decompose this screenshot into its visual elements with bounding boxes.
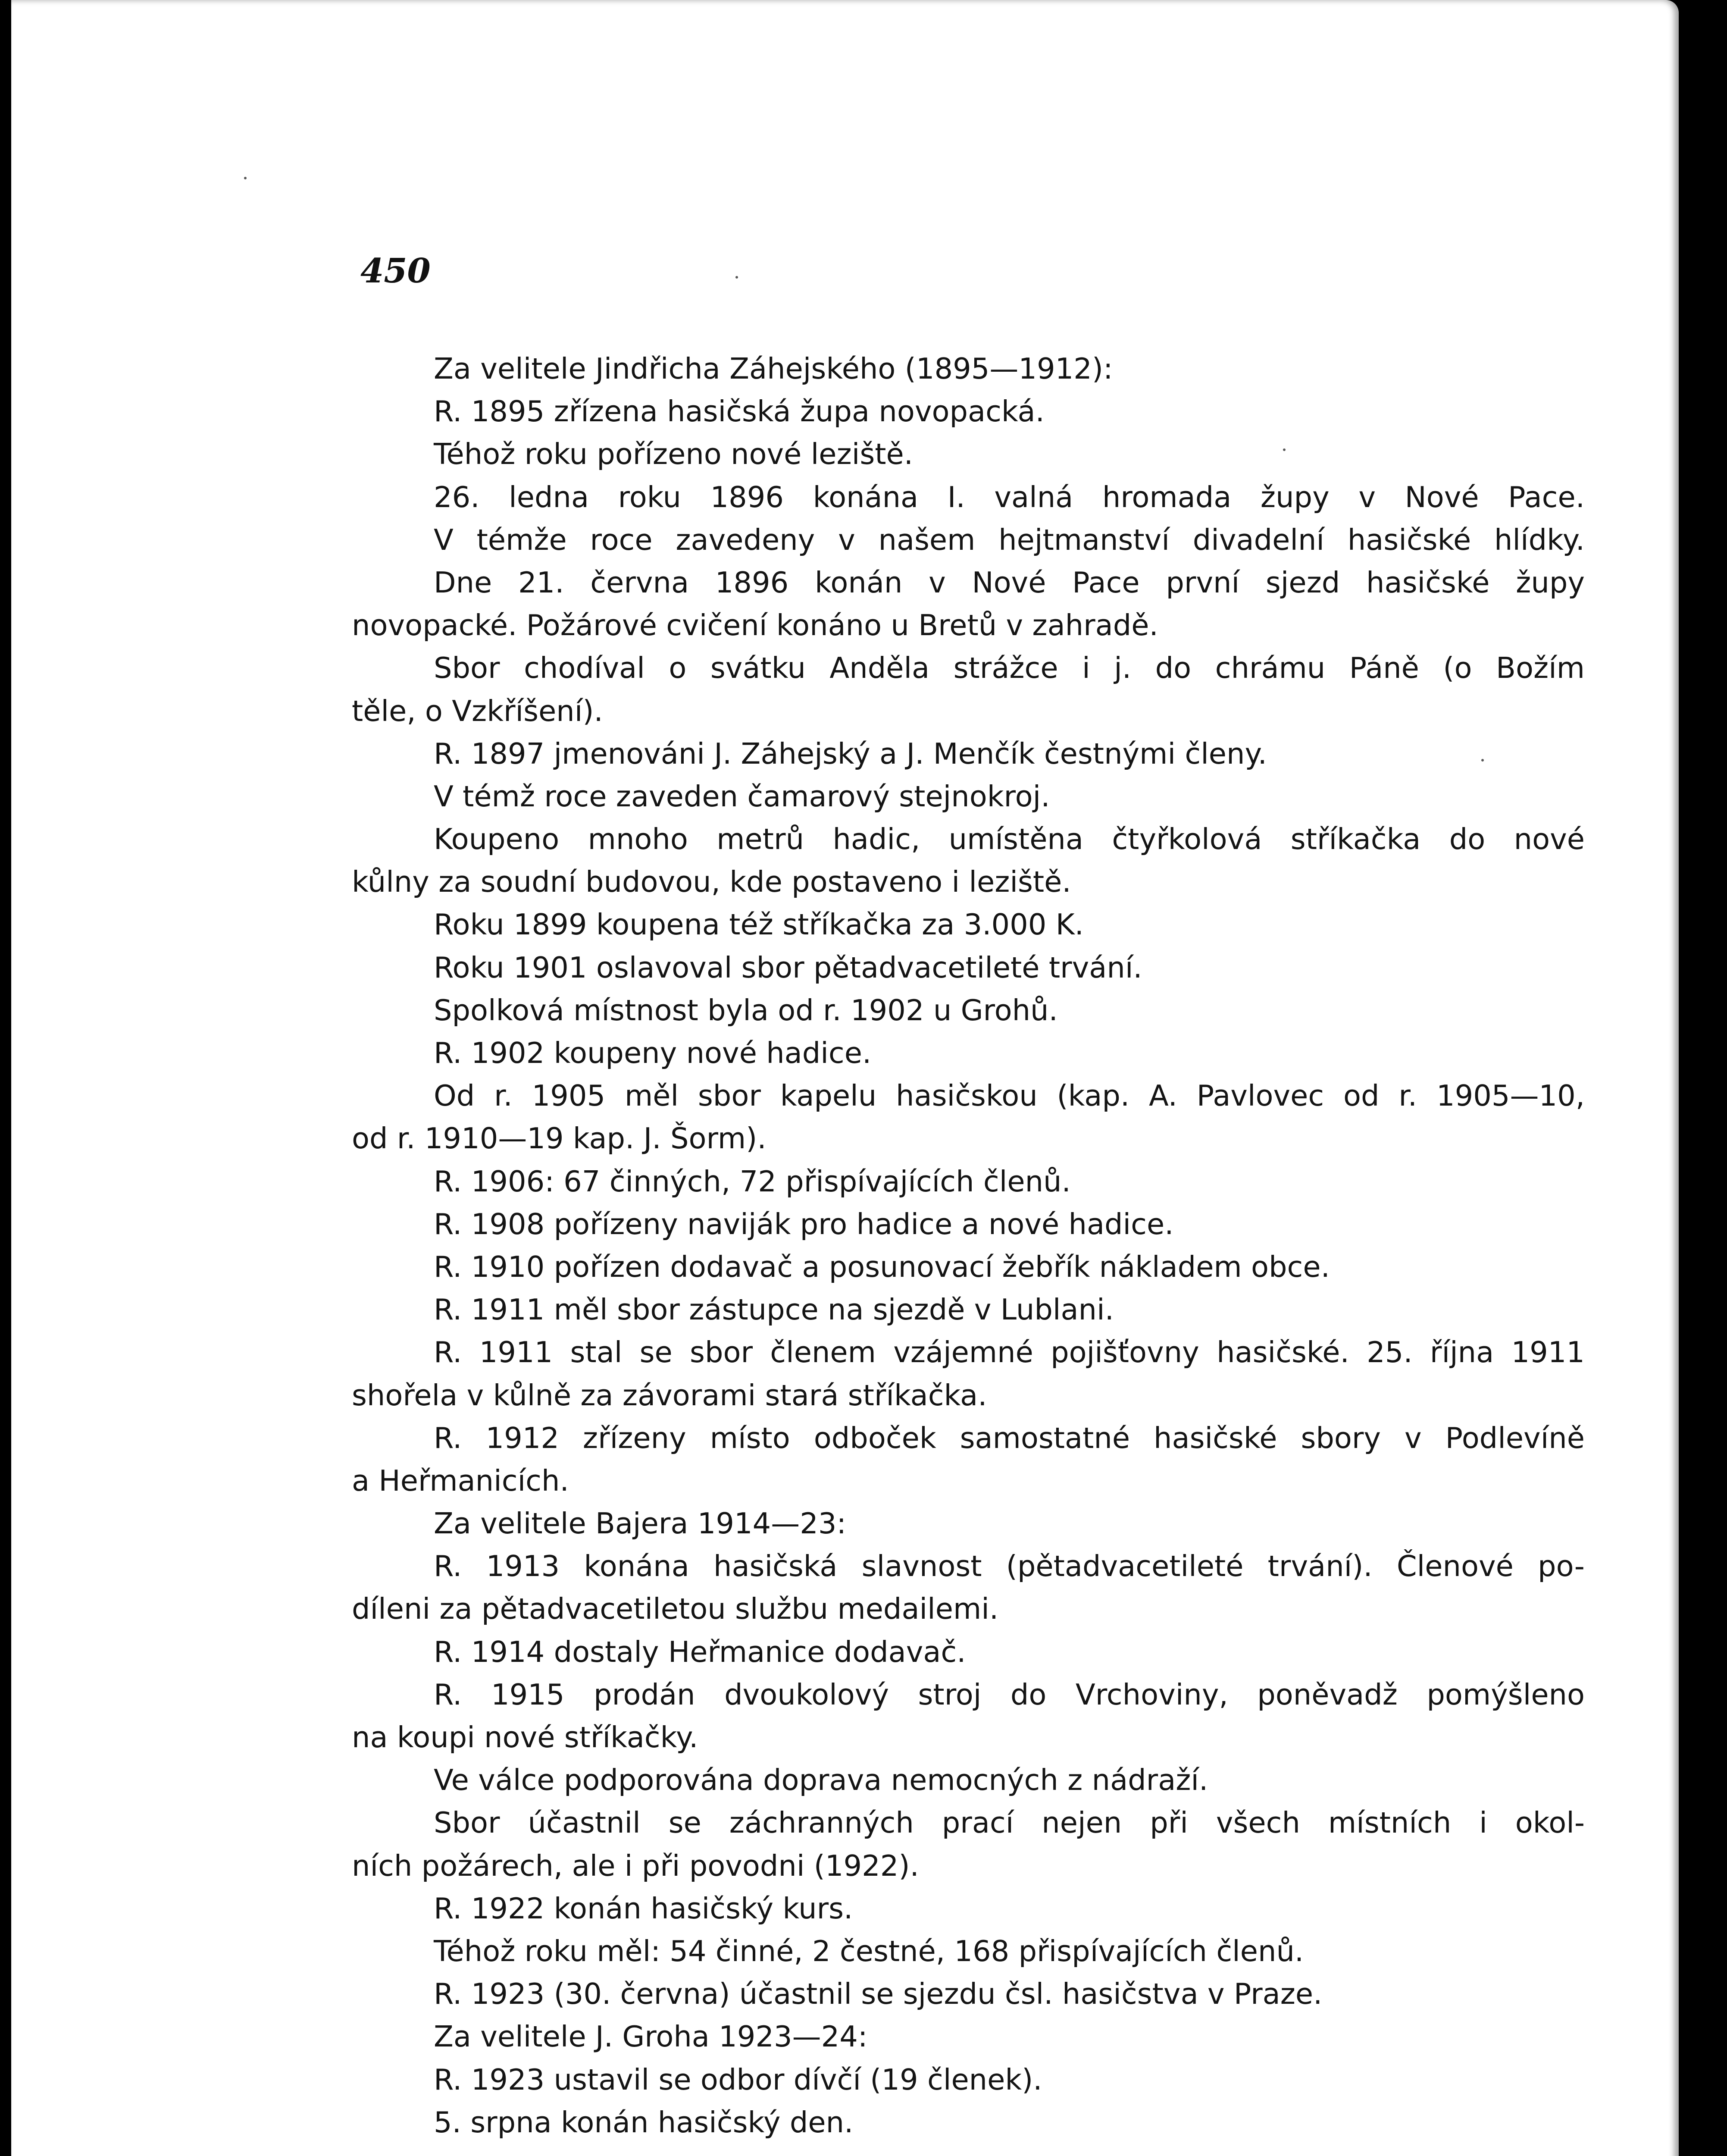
paper-speck	[244, 177, 247, 179]
text-line: Roku 1901 oslavoval sbor pětadvacetileté trvání.	[434, 950, 1142, 984]
text-line: Za velitele J. Groha 1923—24:	[434, 2020, 868, 2054]
text-line: R. 1911 měl sbor zástupce na sjezdě v Lublani.	[434, 1293, 1114, 1327]
text-line: Dne 21. června 1896 konán v Nové Pace první sjezd hasičské župy	[434, 565, 1585, 599]
text-line: R. 1910 pořízen dodavač a posunovací žebřík nákladem obce.	[434, 1250, 1330, 1284]
text-line: Koupeno mnoho metrů hadic, umístěna čtyřkolová stříkačka do nové	[434, 822, 1585, 856]
text-line: R. 1912 zřízeny místo odboček samostatné hasičské sbory v Podlevíně	[434, 1421, 1585, 1455]
text-line: 5. srpna konán hasičský den.	[434, 2105, 854, 2139]
text-line: R. 1902 koupeny nové hadice.	[434, 1036, 872, 1070]
text-line: Spolková místnost byla od r. 1902 u Grohů.	[434, 993, 1058, 1027]
text-line: novopacké. Požárové cvičení konáno u Bretů v zahradě.	[352, 608, 1158, 642]
text-line: Téhož roku pořízeno nové leziště.	[434, 437, 914, 471]
scanned-page	[11, 0, 1679, 2156]
text-line: Ve válce podporována doprava nemocných z nádraží.	[434, 1763, 1208, 1797]
paper-speck	[735, 276, 738, 279]
text-line: Téhož roku měl: 54 činné, 2 čestné, 168 přispívajících členů.	[434, 1934, 1304, 1968]
text-line: V témž roce zaveden čamarový stejnokroj.	[434, 779, 1050, 813]
text-line: 26. ledna roku 1896 konána I. valná hromada župy v Nové Pace.	[434, 480, 1585, 514]
text-line: R. 1897 jmenováni J. Záhejský a J. Menčík čestnými členy.	[434, 736, 1267, 771]
text-line: R. 1908 pořízeny naviják pro hadice a nové hadice.	[434, 1207, 1174, 1241]
text-line: R. 1911 stal se sbor členem vzájemné pojišťovny hasičské. 25. října 1911	[434, 1335, 1585, 1369]
text-line: Od r. 1905 měl sbor kapelu hasičskou (kap. A. Pavlovec od r. 1905—10,	[434, 1079, 1585, 1113]
text-line: shořela v kůlně za závorami stará stříkačka.	[352, 1378, 987, 1412]
text-line: R. 1915 prodán dvoukolový stroj do Vrchoviny, poněvadž pomýšleno	[434, 1677, 1585, 1711]
page-number: 450	[360, 251, 431, 291]
text-line: Za velitele Jindřicha Záhejského (1895—1912):	[434, 352, 1113, 385]
text-line: ních požárech, ale i při povodni (1922).	[352, 1849, 919, 1883]
chronicle-text	[352, 348, 1585, 2144]
text-line: od r. 1910—19 kap. J. Šorm).	[352, 1122, 767, 1156]
text-line: R. 1913 konána hasičská slavnost (pětadvacetileté trvání). Členové po-	[434, 1549, 1585, 1583]
text-line: R. 1923 (30. června) účastnil se sjezdu čsl. hasičstva v Praze.	[434, 1977, 1323, 2011]
text-line: Sbor chodíval o svátku Anděla strážce i j. do chrámu Páně (o Božím	[434, 651, 1585, 685]
text-line: a Heřmanicích.	[352, 1463, 569, 1498]
text-line: Za velitele Bajera 1914—23:	[434, 1507, 847, 1541]
text-line: těle, o Vzkříšení).	[352, 694, 603, 728]
text-line: kůlny za soudní budovou, kde postaveno i leziště.	[352, 865, 1071, 899]
text-line: V témže roce zavedeny v našem hejtmanství divadelní hasičské hlídky.	[434, 523, 1585, 557]
text-line: R. 1922 konán hasičský kurs.	[434, 1891, 853, 1925]
text-line: na koupi nové stříkačky.	[352, 1720, 698, 1754]
text-line: R. 1895 zřízena hasičská župa novopacká.	[434, 395, 1045, 429]
text-line: R. 1914 dostaly Heřmanice dodavač.	[434, 1635, 966, 1669]
text-line: Sbor účastnil se záchranných prací nejen při všech místních i okol-	[434, 1806, 1585, 1840]
text-line: R. 1906: 67 činných, 72 přispívajících členů.	[434, 1164, 1071, 1198]
text-line: díleni za pětadvacetiletou službu medailemi.	[352, 1592, 999, 1626]
text-line: R. 1923 ustavil se odbor dívčí (19 členek).	[434, 2062, 1042, 2096]
text-line: Roku 1899 koupena též stříkačka za 3.000 K.	[434, 908, 1084, 942]
